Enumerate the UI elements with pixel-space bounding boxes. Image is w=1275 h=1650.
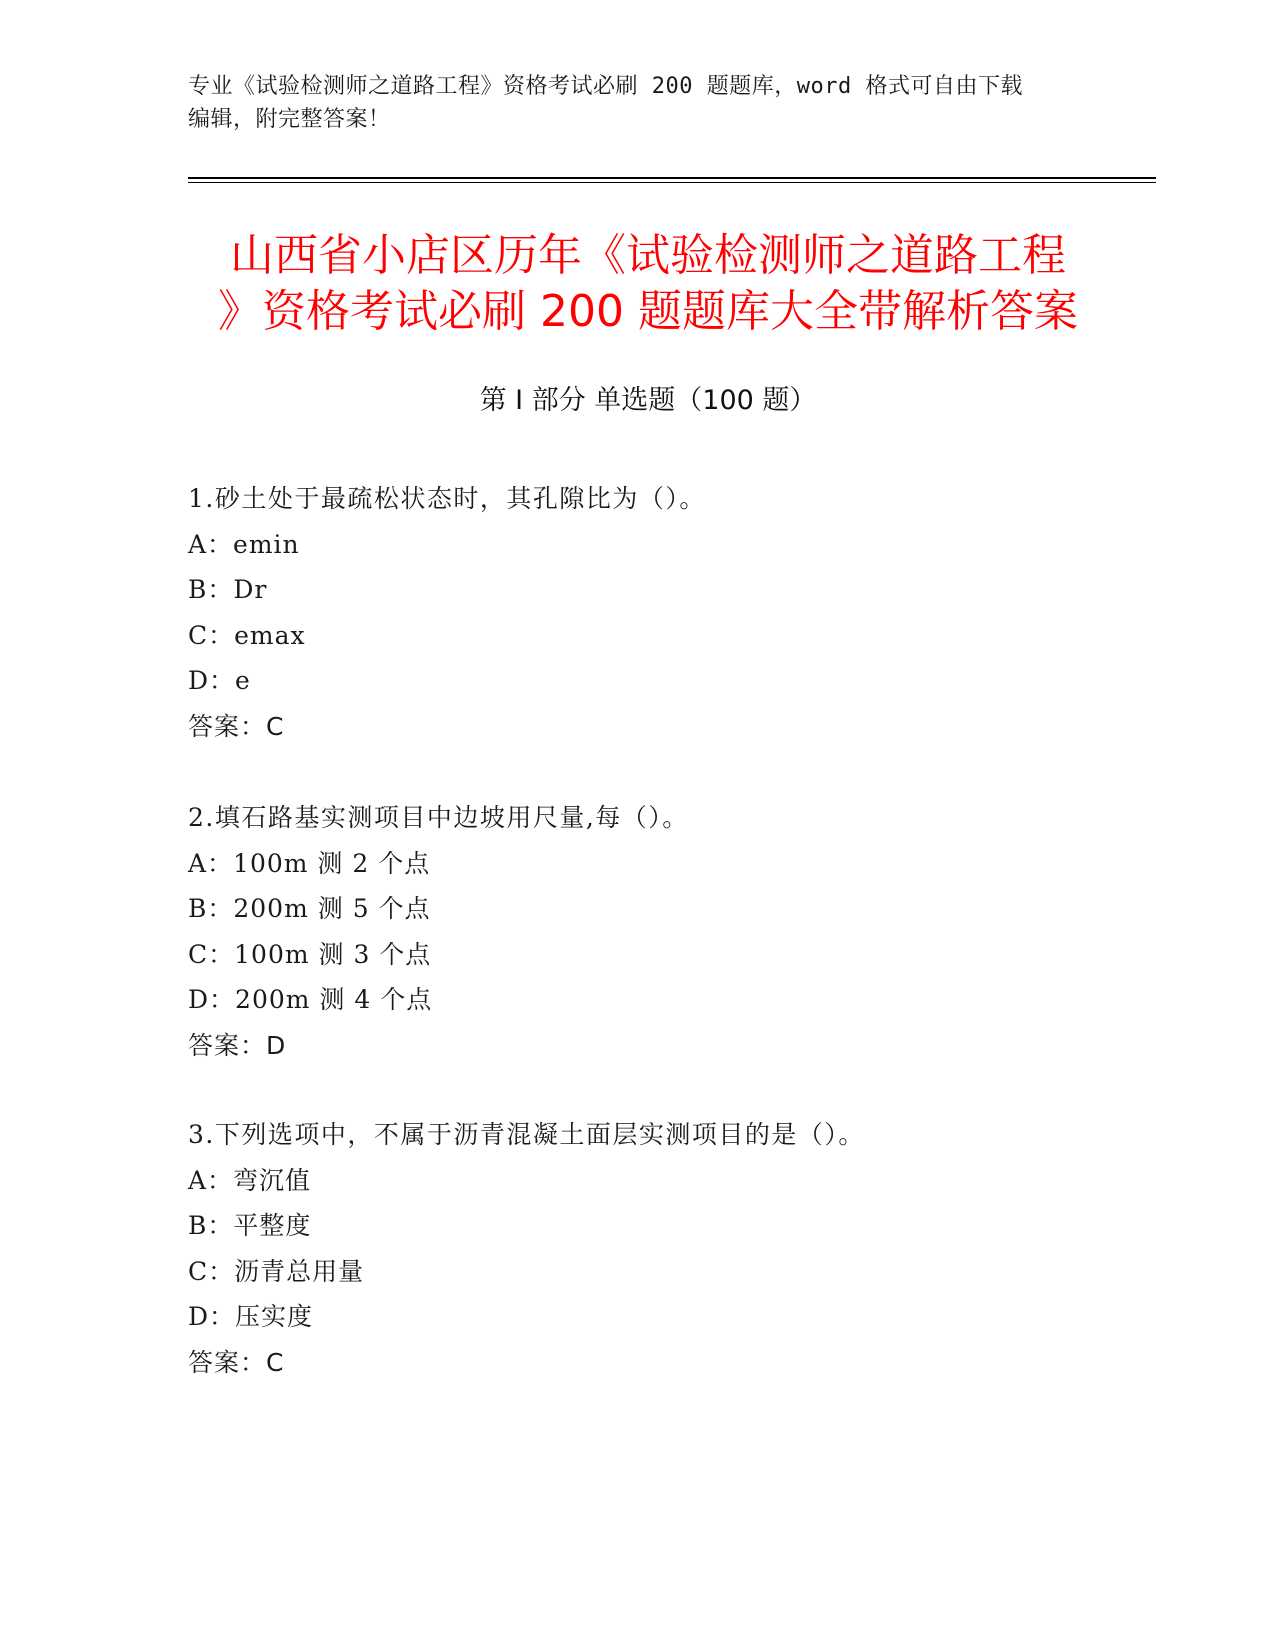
option-d: D：200m 测 4 个点	[188, 985, 433, 1014]
question-block	[188, 795, 1148, 1068]
answer-line: 答案：D	[188, 1030, 287, 1060]
option-b: B：平整度	[188, 1211, 312, 1240]
answer-line: 答案：C	[188, 711, 285, 741]
option-c: C：沥青总用量	[188, 1256, 365, 1286]
option-d: D：e	[188, 666, 251, 695]
header-divider-thick	[188, 177, 1156, 179]
header-note	[188, 70, 1088, 136]
document-title-line-2: 》资格考试必刷 200 题题库大全带解析答案	[218, 286, 1078, 337]
option-c: C：100m 测 3 个点	[188, 939, 432, 969]
document-title	[188, 228, 1108, 340]
header-note-line-1: 专业《试验检测师之道路工程》资格考试必刷 200 题题库，word 格式可自由下载	[188, 74, 1023, 99]
option-b: B：200m 测 5 个点	[188, 894, 431, 923]
option-d: D：压实度	[188, 1302, 314, 1331]
question-block	[188, 476, 1148, 749]
question-stem: 3.下列选项中，不属于沥青混凝土面层实测项目的是（）。	[188, 1120, 865, 1149]
section-heading: 第 I 部分 单选题（100 题）	[479, 385, 817, 416]
question-stem: 1.砂土处于最疏松状态时，其孔隙比为（）。	[188, 484, 706, 513]
question-stem: 2.填石路基实测项目中边坡用尺量,每（）。	[188, 803, 689, 832]
option-c: C：emax	[188, 620, 306, 650]
option-a: A：emin	[188, 529, 300, 559]
header-note-line-2: 编辑，附完整答案！	[188, 107, 391, 132]
document-title-line-1: 山西省小店区历年《试验检测师之道路工程	[230, 230, 1066, 281]
question-block	[188, 1112, 1148, 1385]
option-b: B：Dr	[188, 575, 268, 604]
option-a: A：100m 测 2 个点	[188, 848, 431, 878]
answer-line: 答案：C	[188, 1347, 285, 1377]
option-a: A：弯沉值	[188, 1165, 312, 1195]
header-divider-thin	[188, 182, 1156, 183]
